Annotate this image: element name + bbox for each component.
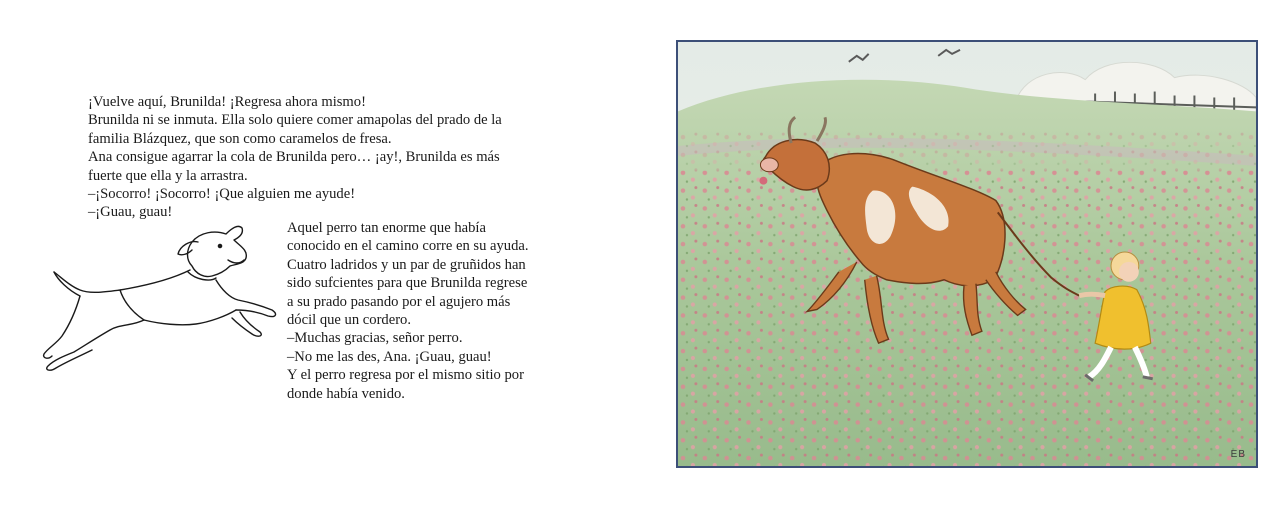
text-line: Y el perro regresa por el mismo sitio por xyxy=(287,367,524,384)
text-line: sido sufcientes para que Brunilda regrese xyxy=(287,275,528,292)
text-line: Aquel perro tan enorme que había xyxy=(287,220,486,236)
text-line: familia Blázquez, que son como caramelos de fresa. xyxy=(88,130,392,147)
text-line: Cuatro ladridos y un par de gruñidos han xyxy=(287,256,526,273)
illustration-canvas xyxy=(678,42,1256,466)
text-line: donde había venido. xyxy=(287,385,405,402)
text-line: dócil que un cordero. xyxy=(287,312,412,329)
text-line: –Muchas gracias, señor perro. xyxy=(287,330,463,347)
illustrator-signature: EB xyxy=(1230,449,1246,460)
text-line: conocido en el camino corre en su ayuda. xyxy=(287,238,529,255)
text-line: Brunilda ni se inmuta. Ella solo quiere comer amapolas del prado de la xyxy=(88,112,502,129)
right-page xyxy=(640,0,1280,532)
meadow-illustration xyxy=(676,40,1258,468)
text-line: a su prado pasando por el agujero más xyxy=(287,293,511,310)
text-line: Ana consigue agarrar la cola de Brunilda pero… ¡ay!, Brunilda es más xyxy=(88,149,500,166)
story-paragraph-side xyxy=(287,219,557,403)
text-line: –¡Guau, guau! xyxy=(88,204,173,221)
text-line: ¡Vuelve aquí, Brunilda! ¡Regresa ahora mismo! xyxy=(88,94,366,110)
text-line: fuerte que ella y la arrastra. xyxy=(88,167,248,184)
dog-drawing xyxy=(40,220,285,380)
text-line: –No me las des, Ana. ¡Guau, guau! xyxy=(287,348,492,365)
text-line: –¡Socorro! ¡Socorro! ¡Que alguien me ayude! xyxy=(88,186,356,203)
story-paragraph-top xyxy=(88,93,548,222)
